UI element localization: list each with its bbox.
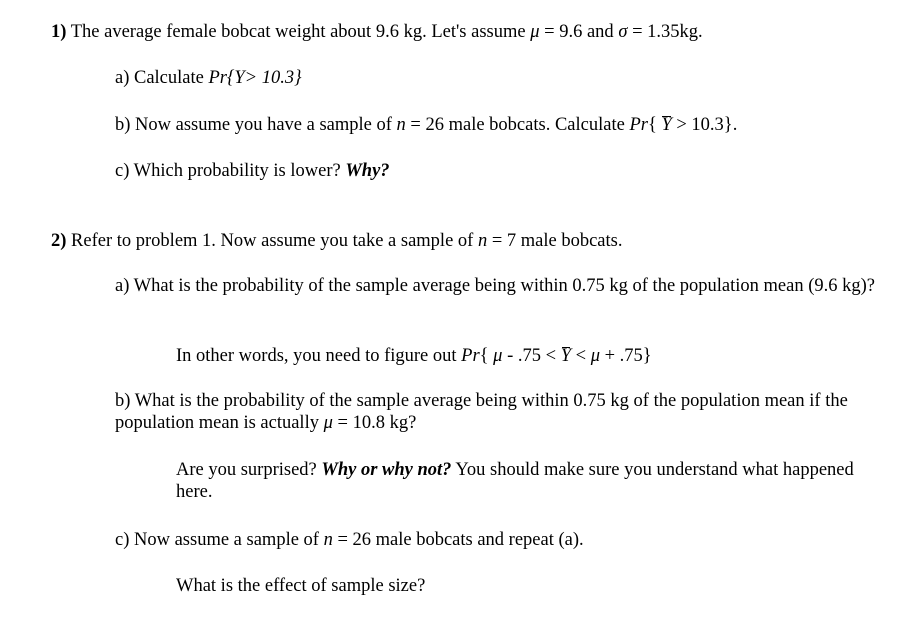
problem-2-intro-text: Refer to problem 1. Now assume you take a sample of — [71, 231, 478, 251]
problem-1-number: 1) — [51, 22, 67, 42]
followup-b-text1: Are you surprised? — [176, 460, 322, 480]
followup-b-text2: You should make sure you understand what happened here. — [176, 460, 854, 502]
followup-b-emphasis: Why or why not? — [321, 460, 452, 480]
problem-2-part-c-followup: What is the effect of sample size? — [176, 576, 426, 596]
followup-a-mid1: - .75 < — [502, 346, 561, 366]
part-b-expr-end: > 10.3}. — [671, 115, 738, 135]
mu-symbol: μ — [530, 22, 540, 42]
brace-open: { — [479, 346, 494, 366]
y-bar-symbol: Y — [560, 346, 571, 366]
pr-symbol: Pr — [629, 115, 648, 135]
problem-2-part-a-followup — [176, 345, 652, 367]
problem-2-part-a: a) What is the probability of the sample average being within 0.75 kg of the population mean (9.6 kg)? — [115, 276, 876, 296]
part-b-text2: = 10.8 kg? — [332, 413, 417, 433]
problem-2-part-b — [115, 390, 895, 434]
problem-2-intro-text2: = 7 male bobcats. — [487, 231, 623, 251]
part-c-label: c) Which probability is lower? — [115, 161, 346, 181]
sigma-symbol: σ — [618, 22, 628, 42]
mu-symbol: μ — [590, 346, 600, 366]
part-c-text1: c) Now assume a sample of — [115, 530, 324, 550]
part-c-text2: = 26 male bobcats and repeat (a). — [332, 530, 584, 550]
problem-1-part-a — [115, 67, 302, 89]
part-b-label: b) Now assume you have a sample of — [115, 115, 397, 135]
problem-1-part-c — [115, 160, 390, 182]
part-a-label: a) Calculate — [115, 68, 209, 88]
part-a-expr-text: {Y> 10.3} — [226, 68, 302, 88]
problem-2-intro — [51, 230, 622, 252]
n-symbol: n — [477, 231, 488, 251]
followup-a-mid2: < — [571, 346, 591, 366]
problem-1-intro-eq2: = 1.35kg. — [627, 22, 703, 42]
n-symbol: n — [396, 115, 406, 135]
mu-symbol: μ — [323, 413, 333, 433]
problem-2-part-b-followup — [176, 459, 856, 503]
problem-1-part-b — [115, 114, 737, 136]
problem-1-intro-text: The average female bobcat weight about 9.6 kg. Let's assume — [70, 22, 531, 42]
part-c-emphasis: Why? — [345, 161, 390, 181]
brace-open: { — [647, 115, 662, 135]
pr-symbol: Pr — [461, 346, 480, 366]
mu-symbol: μ — [493, 346, 503, 366]
part-b-text1: b) What is the probability of the sample average being within 0.75 kg of the population mean if the population mean is actually — [115, 391, 848, 433]
problem-1-intro-eq1: = 9.6 and — [539, 22, 619, 42]
part-b-text: = 26 male bobcats. Calculate — [405, 115, 630, 135]
problem-2-part-c — [115, 529, 584, 551]
problem-1-intro — [51, 21, 703, 43]
problem-2-number: 2) — [51, 231, 67, 251]
followup-a-text: In other words, you need to figure out — [176, 346, 462, 366]
pr-symbol: Pr — [208, 68, 227, 88]
n-symbol: n — [323, 530, 333, 550]
y-bar-symbol: Y — [661, 115, 672, 135]
part-a-expression — [227, 68, 302, 88]
followup-a-end: + .75} — [599, 346, 652, 366]
